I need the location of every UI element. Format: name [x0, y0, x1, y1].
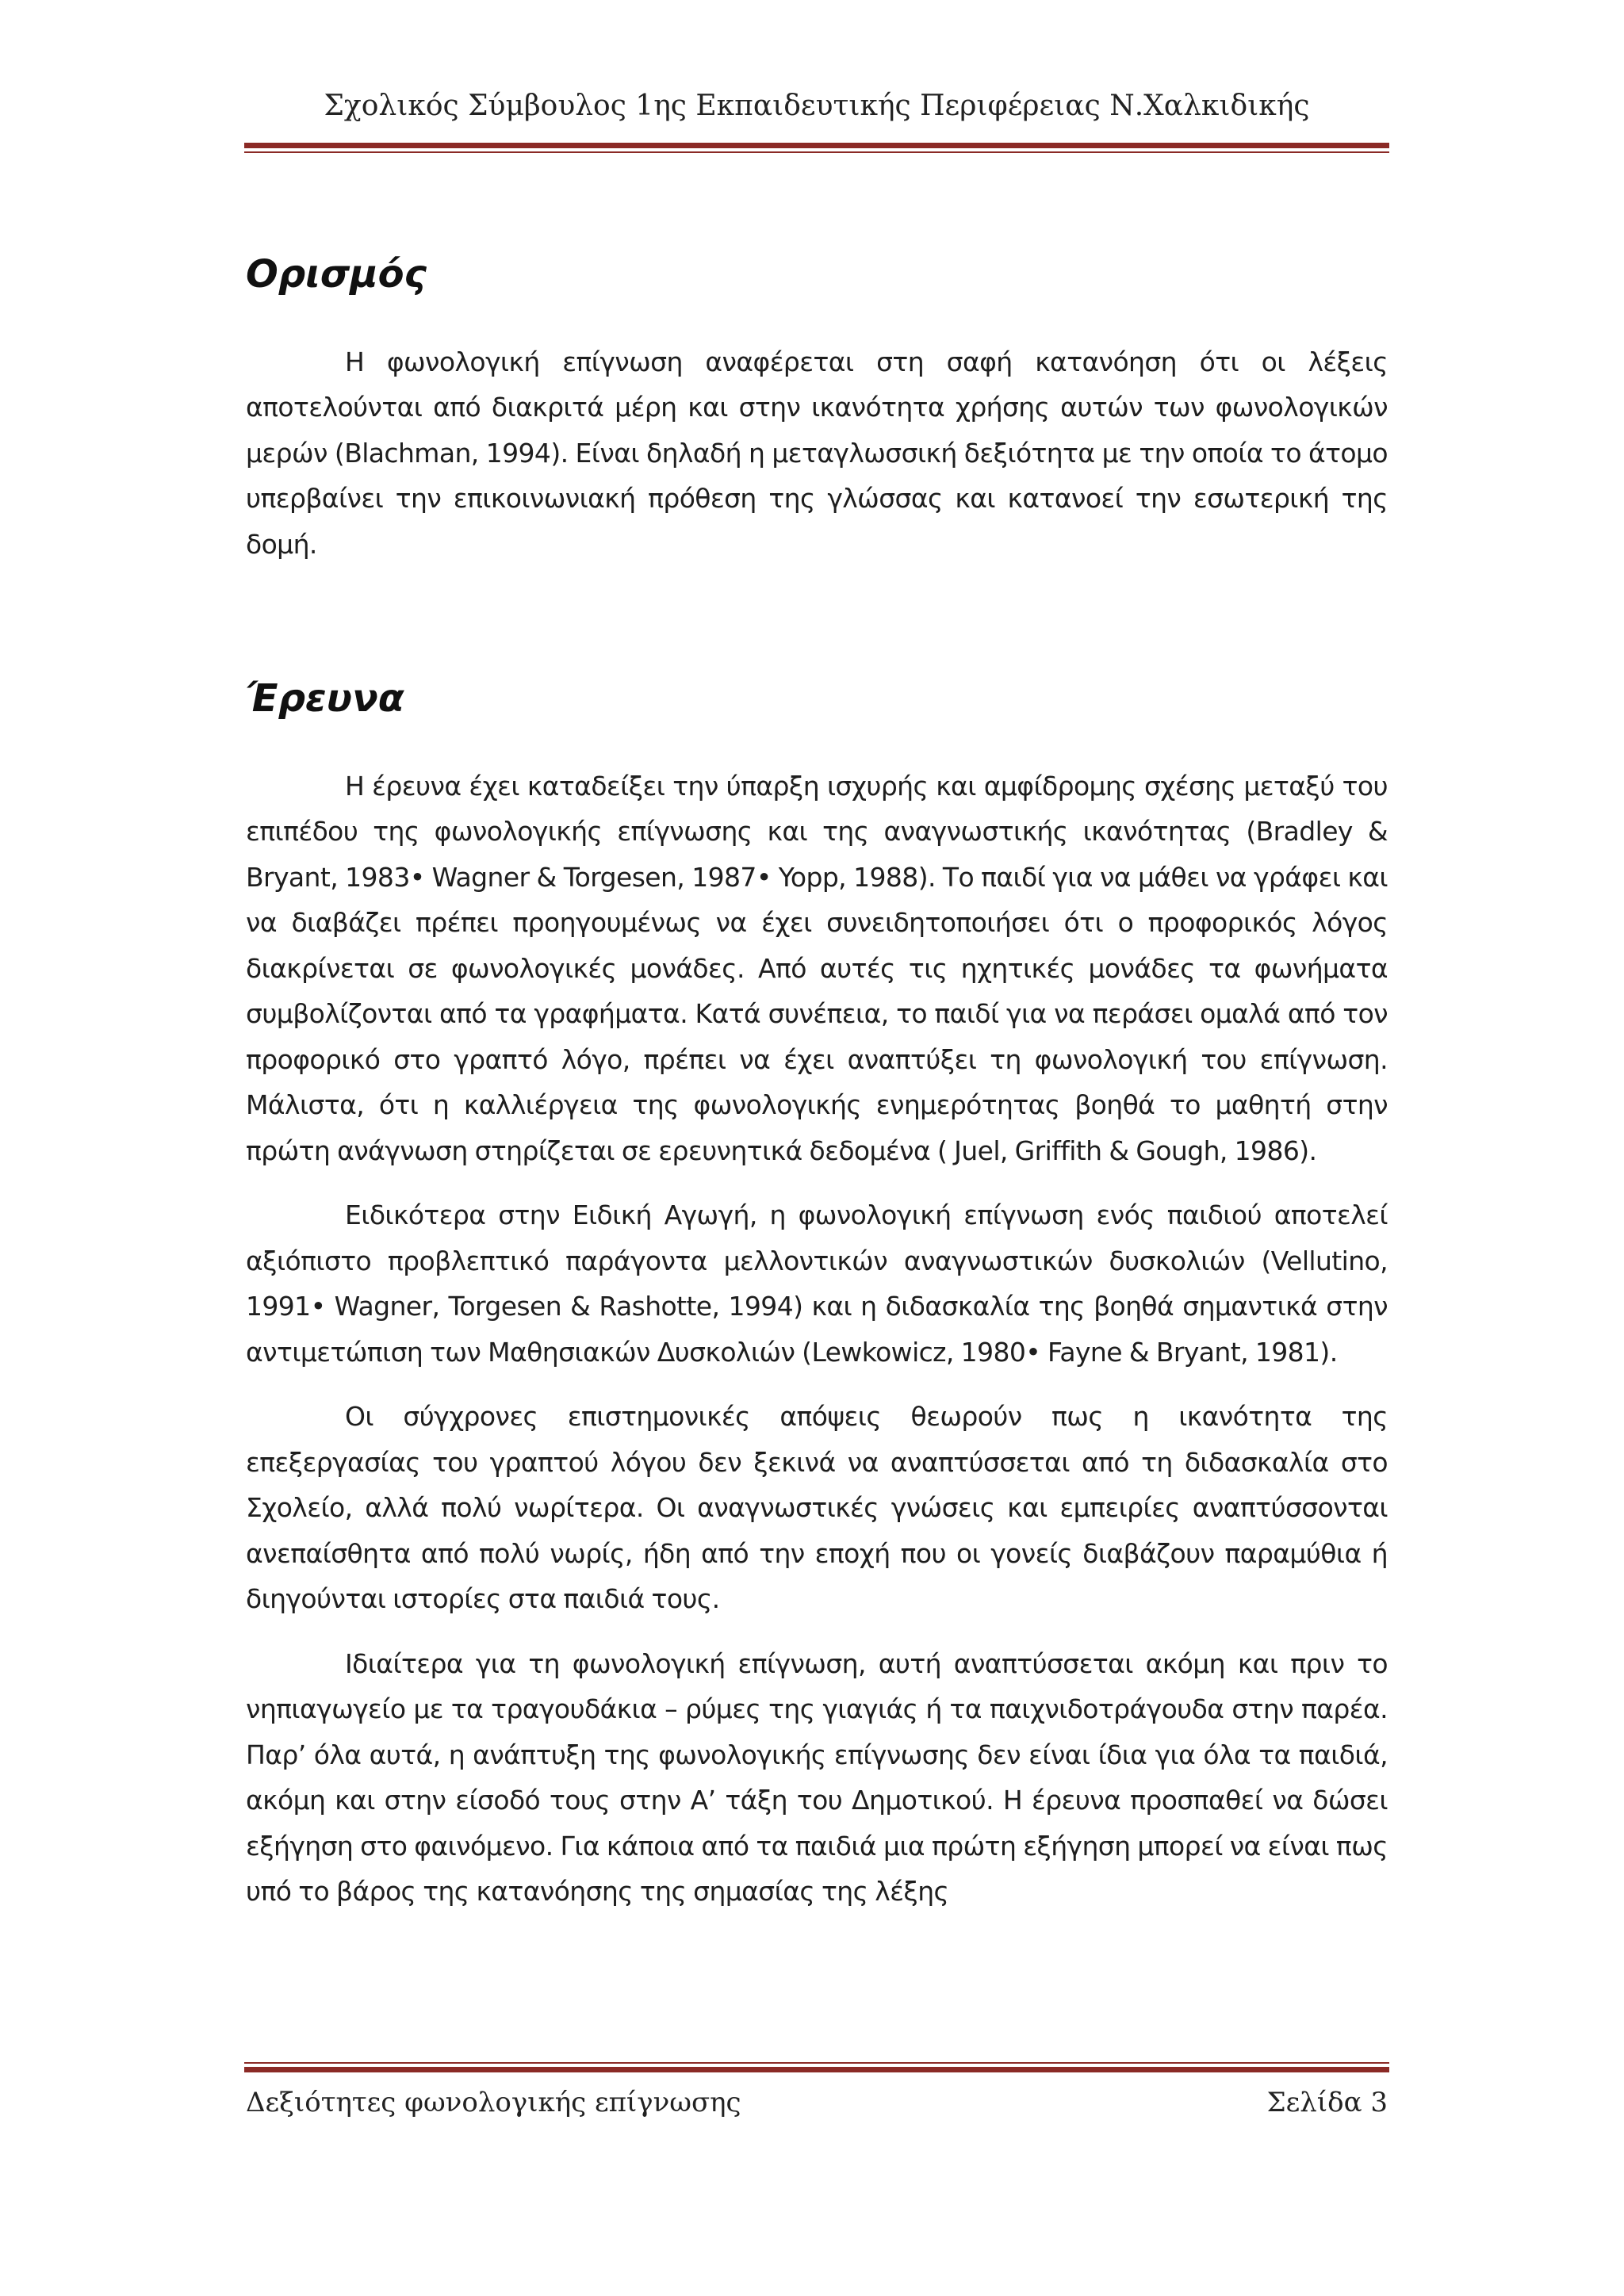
paragraph-research-1: Η έρευνα έχει καταδείξει την ύπαρξη ισχυρής και αμφίδρομης σχέσης μεταξύ του επιπέδου της φωνολογικής επίγνωσης και της αναγνωστικής ικανότητας (Bradley & Bryant, 1983• Wagner & Torgesen, 1987• Yopp, 1988). Το παιδί για να μάθει να γράφει και να διαβάζει πρέπει προηγουμένως να έχει συνειδητοποιήσει ότι ο προφορικός λόγος διακρίνεται σε φωνολογικές μονάδες. Από αυτές τις ηχητικές μονάδες τα φωνήματα συμβολίζονται από τα γραφήματα. Κατά συνέπεια, το παιδί για να περάσει ομαλά από τον προφορικό στο γραπτό λόγο, πρέπει να έχει αναπτύξει τη φωνολογική του επίγνωση. Μάλιστα, ότι η καλλιέργεια της φωνολογικής ενημερότητας βοηθά το μαθητή στην πρώτη ανάγνωση στηρίζεται σε ερευνητικά δεδομένα ( Juel, Griffith & Gough, 1986).	[246, 770, 1388, 1166]
page-header: Σχολικός Σύμβουλος 1ης Εκπαιδευτικής Περιφέρειας Ν.Χαλκιδικής	[324, 90, 1310, 122]
section-heading-definition: Ορισμός	[246, 252, 427, 297]
page-number: Σελίδα 3	[1266, 2087, 1388, 2118]
footer-rule-thick	[244, 2067, 1389, 2072]
paragraph-definition: Η φωνολογική επίγνωση αναφέρεται στη σαφή κατανόηση ότι οι λέξεις αποτελούνται από διακριτά μέρη και στην ικανότητα χρήσης αυτών των φωνολογικών μερών (Blachman, 1994). Είναι δηλαδή η μεταγλωσσική δεξιότητα με την οποία το άτομο υπερβαίνει την επικοινωνιακή πρόθεση της γλώσσας και κατανοεί την εσωτερική της δομή.	[246, 346, 1388, 560]
paragraph-research-3: Οι σύγχρονες επιστημονικές απόψεις θεωρούν πως η ικανότητα της επεξεργασίας του γραπτού λόγου δεν ξεκινά να αναπτύσσεται από τη διδασκαλία στο Σχολείο, αλλά πολύ νωρίτερα. Οι αναγνωστικές γνώσεις και εμπειρίες αναπτύσσονται ανεπαίσθητα από πολύ νωρίς, ήδη από την εποχή που οι γονείς διαβάζουν παραμύθια ή διηγούνται ιστορίες στα παιδιά τους.	[246, 1401, 1388, 1615]
document-body	[246, 252, 1388, 1915]
header-rule-thin	[244, 151, 1389, 153]
paragraph-research-2: Ειδικότερα στην Ειδική Αγωγή, η φωνολογική επίγνωση ενός παιδιού αποτελεί αξιόπιστο προβλεπτικό παράγοντα μελλοντικών αναγνωστικών δυσκολιών (Vellutino, 1991• Wagner, Torgesen & Rashotte, 1994) και η διδασκαλία της βοηθά σημαντικά στην αντιμετώπιση των Μαθησιακών Δυσκολιών (Lewkowicz, 1980• Fayne & Bryant, 1981).	[246, 1200, 1388, 1368]
page-footer	[246, 2085, 1388, 2120]
footer-rule-thin	[244, 2062, 1389, 2064]
footer-title: Δεξιότητες φωνολογικής επίγνωσης	[246, 2087, 741, 2118]
header-rule-thick	[244, 143, 1389, 148]
paragraph-research-4: Ιδιαίτερα για τη φωνολογική επίγνωση, αυτή αναπτύσσεται ακόμη και πριν το νηπιαγωγείο με τα τραγουδάκια – ρύμες της γιαγιάς ή τα παιχνιδοτράγουδα στην παρέα. Παρ’ όλα αυτά, η ανάπτυξη της φωνολογικής επίγνωσης δεν είναι ίδια για όλα τα παιδιά, ακόμη και στην είσοδό τους στην Α’ τάξη του Δημοτικού. Η έρευνα προσπαθεί να δώσει εξήγηση στο φαινόμενο. Για κάποια από τα παιδιά μια πρώτη εξήγηση μπορεί να είναι πως υπό το βάρος της κατανόησης της σημασίας της λέξης	[246, 1647, 1388, 1908]
section-heading-research: Έρευνα	[246, 676, 404, 721]
